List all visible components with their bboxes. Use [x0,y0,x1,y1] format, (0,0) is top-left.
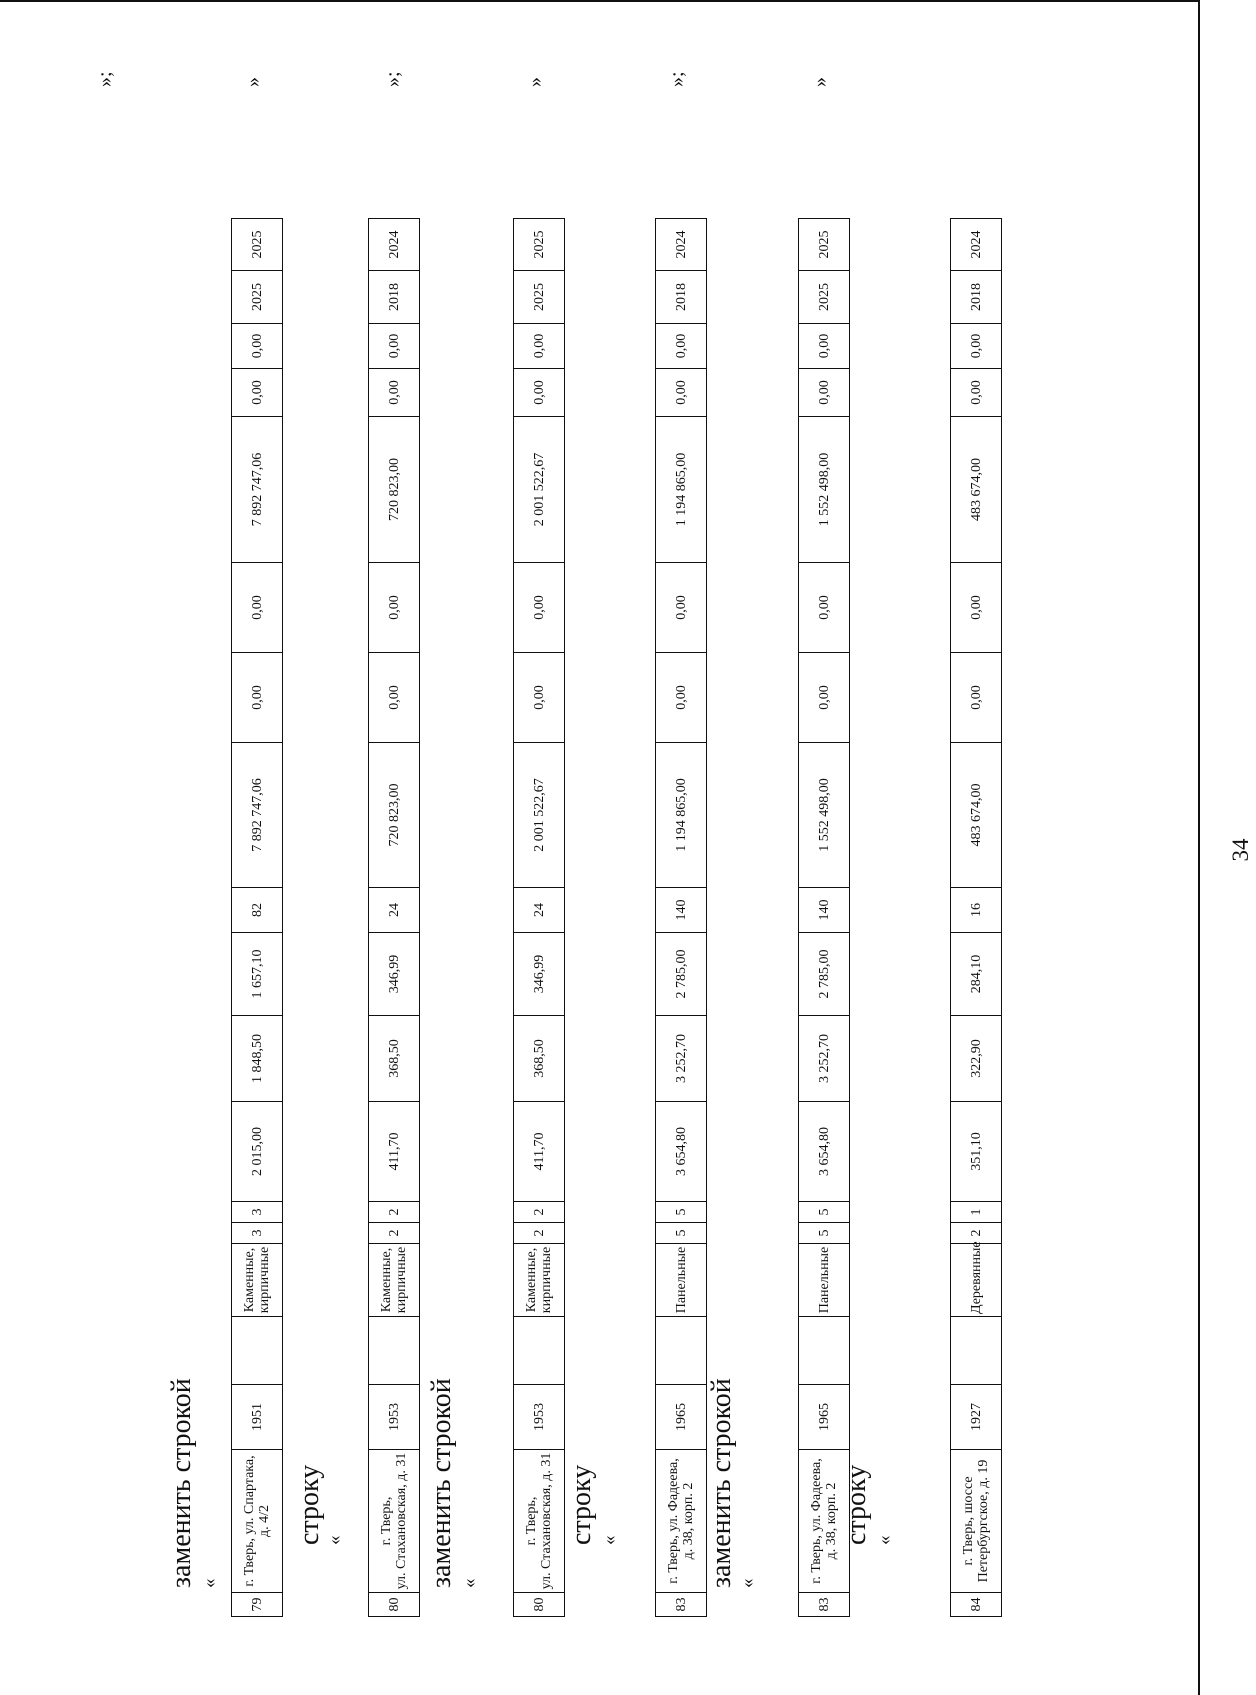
cell-address: г. Тверь, шоссе Петербургское, д. 19 [951,1450,1002,1593]
cell-row-number: 83 [799,1593,850,1617]
cell-total-area: 3 654,80 [656,1102,707,1202]
opening-quote: « [459,1578,480,1588]
cell-funds-c: 0,00 [514,369,565,417]
instruction-heading: заменить строкой [706,1378,737,1588]
cell-total-area: 411,70 [514,1102,565,1202]
cell-private-area: 346,99 [514,933,565,1016]
closing-quote: » [524,77,546,87]
table-row [513,218,565,1617]
opening-quote: « [874,1535,895,1545]
cell-floors-max: 2 [951,1223,1002,1244]
cell-planned-year-start: 2025 [514,271,565,324]
cell-residential-area: 322,90 [951,1016,1002,1102]
cell-row-number: 84 [951,1593,1002,1617]
cell-private-area: 2 785,00 [656,933,707,1016]
cell-floors-min: 1 [951,1202,1002,1223]
page-number: 34 [1228,838,1253,862]
cell-wall-material: Каменные, кирпичные [369,1244,420,1317]
cell-planned-year-start: 2025 [232,271,283,324]
cell-funds-c: 0,00 [656,369,707,417]
cell-funds-a: 0,00 [799,653,850,743]
cell-total-area: 2 015,00 [232,1102,283,1202]
instruction-heading: строку [566,1464,597,1545]
cell-total-cost: 720 823,00 [369,743,420,888]
instruction-heading: строку [841,1464,872,1545]
cell-planned-year-end: 2024 [951,219,1002,271]
cell-empty [369,1317,420,1385]
cell-residents: 140 [656,888,707,933]
cell-funds-c: 0,00 [951,369,1002,417]
cell-funds-d: 0,00 [951,324,1002,369]
opening-quote: « [324,1535,345,1545]
cell-residents: 24 [369,888,420,933]
cell-planned-year-end: 2025 [799,219,850,271]
cell-funds-a: 0,00 [951,653,1002,743]
cell-empty [799,1317,850,1385]
cell-total-area: 3 654,80 [799,1102,850,1202]
cell-address: г. Тверь, ул. Фадеева, д. 38, корп. 2 [656,1450,707,1593]
table-row [231,218,283,1617]
cell-empty [656,1317,707,1385]
cell-funds-b: 0,00 [514,563,565,653]
table-row [798,218,850,1617]
cell-row-number: 80 [514,1593,565,1617]
cell-funds-owners: 2 001 522,67 [514,417,565,563]
cell-funds-a: 0,00 [369,653,420,743]
cell-floors-max: 5 [799,1223,850,1244]
cell-empty [951,1317,1002,1385]
cell-planned-year-start: 2018 [369,271,420,324]
instruction-heading: строку [294,1464,325,1545]
cell-address: г. Тверь, ул. Стахановская, д. 31 [369,1450,420,1593]
cell-planned-year-end: 2025 [514,219,565,271]
cell-planned-year-end: 2024 [369,219,420,271]
closing-quote: » [809,77,831,87]
instruction-heading: заменить строкой [166,1378,197,1588]
cell-wall-material: Панельные [656,1244,707,1317]
cell-row-number: 80 [369,1593,420,1617]
cell-year-built: 1965 [799,1385,850,1450]
cell-funds-a: 0,00 [514,653,565,743]
cell-funds-d: 0,00 [799,324,850,369]
closing-quote: »; [94,71,116,87]
cell-private-area: 284,10 [951,933,1002,1016]
cell-residential-area: 3 252,70 [799,1016,850,1102]
cell-total-area: 351,10 [951,1102,1002,1202]
cell-empty [514,1317,565,1385]
cell-address: г. Тверь, ул. Стахановская, д. 31 [514,1450,565,1593]
cell-planned-year-end: 2024 [656,219,707,271]
opening-quote: « [199,1578,220,1588]
cell-year-built: 1953 [369,1385,420,1450]
cell-row-number: 83 [656,1593,707,1617]
cell-funds-d: 0,00 [514,324,565,369]
cell-funds-b: 0,00 [799,563,850,653]
cell-empty [232,1317,283,1385]
cell-funds-owners: 720 823,00 [369,417,420,563]
cell-floors-max: 2 [369,1223,420,1244]
cell-floors-max: 2 [514,1223,565,1244]
cell-year-built: 1953 [514,1385,565,1450]
cell-funds-a: 0,00 [656,653,707,743]
cell-planned-year-end: 2025 [232,219,283,271]
cell-funds-owners: 7 892 747,06 [232,417,283,563]
cell-total-cost: 1 552 498,00 [799,743,850,888]
cell-year-built: 1927 [951,1385,1002,1450]
cell-funds-b: 0,00 [232,563,283,653]
cell-funds-owners: 1 194 865,00 [656,417,707,563]
cell-address: г. Тверь, ул. Фадеева, д. 38, корп. 2 [799,1450,850,1593]
cell-total-cost: 483 674,00 [951,743,1002,888]
cell-residents: 140 [799,888,850,933]
cell-funds-b: 0,00 [656,563,707,653]
opening-quote: « [737,1578,758,1588]
cell-floors-min: 5 [656,1202,707,1223]
cell-wall-material: Деревянные [951,1244,1002,1317]
cell-residential-area: 368,50 [369,1016,420,1102]
cell-residents: 82 [232,888,283,933]
cell-floors-min: 3 [232,1202,283,1223]
table-row [655,218,707,1617]
cell-floors-min: 2 [514,1202,565,1223]
cell-address: г. Тверь, ул. Спартака, д. 4/2 [232,1450,283,1593]
cell-funds-a: 0,00 [232,653,283,743]
cell-wall-material: Каменные, кирпичные [232,1244,283,1317]
cell-funds-d: 0,00 [232,324,283,369]
closing-quote: » [242,77,264,87]
table-row [368,218,420,1617]
cell-private-area: 2 785,00 [799,933,850,1016]
cell-funds-b: 0,00 [951,563,1002,653]
cell-residential-area: 3 252,70 [656,1016,707,1102]
cell-funds-d: 0,00 [656,324,707,369]
cell-total-cost: 1 194 865,00 [656,743,707,888]
cell-residential-area: 1 848,50 [232,1016,283,1102]
closing-quote: »; [666,71,688,87]
cell-floors-min: 2 [369,1202,420,1223]
cell-wall-material: Панельные [799,1244,850,1317]
table-row [950,218,1002,1617]
cell-floors-max: 3 [232,1223,283,1244]
cell-year-built: 1951 [232,1385,283,1450]
cell-funds-c: 0,00 [799,369,850,417]
cell-funds-c: 0,00 [232,369,283,417]
cell-row-number: 79 [232,1593,283,1617]
closing-quote: »; [382,71,404,87]
cell-planned-year-start: 2025 [799,271,850,324]
cell-funds-d: 0,00 [369,324,420,369]
cell-funds-owners: 483 674,00 [951,417,1002,563]
cell-year-built: 1965 [656,1385,707,1450]
cell-private-area: 1 657,10 [232,933,283,1016]
instruction-heading: заменить строкой [426,1378,457,1588]
cell-residential-area: 368,50 [514,1016,565,1102]
cell-floors-max: 5 [656,1223,707,1244]
cell-residents: 24 [514,888,565,933]
cell-planned-year-start: 2018 [951,271,1002,324]
cell-funds-owners: 1 552 498,00 [799,417,850,563]
cell-funds-c: 0,00 [369,369,420,417]
opening-quote: « [599,1535,620,1545]
cell-total-area: 411,70 [369,1102,420,1202]
cell-funds-b: 0,00 [369,563,420,653]
cell-planned-year-start: 2018 [656,271,707,324]
cell-total-cost: 7 892 747,06 [232,743,283,888]
cell-residents: 16 [951,888,1002,933]
cell-wall-material: Каменные, кирпичные [514,1244,565,1317]
cell-total-cost: 2 001 522,67 [514,743,565,888]
cell-floors-min: 5 [799,1202,850,1223]
cell-private-area: 346,99 [369,933,420,1016]
